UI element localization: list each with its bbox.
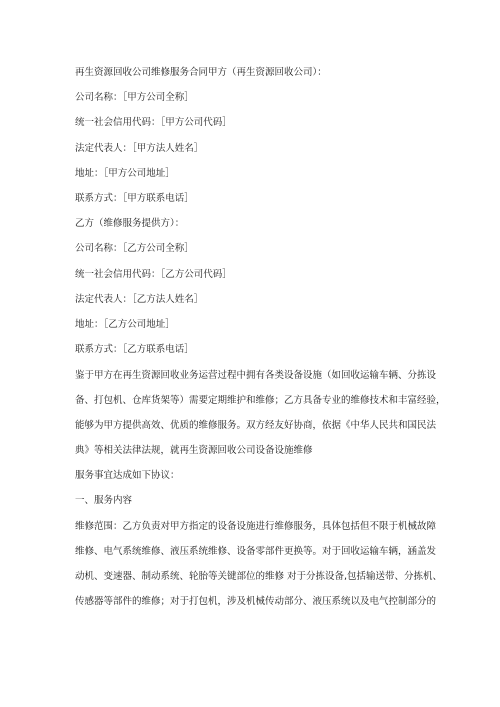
party-a-address: 地址：［甲方公司地址］ (75, 167, 175, 179)
preamble-line: 能够为甲方提供高效、优质的维修服务。双方经友好协商，依据《中华人民共和国民法 (75, 420, 437, 432)
section-1-line: 维修范围：乙方负责对甲方指定的设备设施进行维修服务，具体包括但不限于机械故障 (75, 520, 437, 532)
party-a-company-name: 公司名称：［甲方公司全称］ (75, 92, 194, 104)
section-1-title: 一、服务内容 (75, 495, 133, 507)
section-1-paragraph (75, 514, 443, 615)
document-title: 再生资源回收公司维修服务合同甲方（再生资源回收公司）： (75, 67, 327, 78)
contract-document (75, 66, 446, 620)
agreement-intro: 服务事宜达成如下协议： (75, 470, 180, 482)
party-a-legal-rep: 法定代表人：［甲方法人姓名］ (75, 142, 204, 154)
party-b-credit-code: 统一社会信用代码：［乙方公司代码］ (75, 268, 232, 280)
party-b-contact: 联系方式：［乙方联系电话］ (75, 344, 194, 356)
preamble-line: 备、打包机、仓库货架等）需要定期维护和维修；乙方具备专业的维修技术和丰富经验， (75, 394, 446, 406)
preamble-line: 典》等相关法律法规，就再生资源回收公司设备设施维修 (75, 445, 313, 457)
section-1-line: 传感器等部件的维修；对于打包机，涉及机械传动部分、液压系统以及电气控制部分的 (75, 596, 437, 608)
preamble-paragraph (75, 363, 446, 464)
party-b-legal-rep: 法定代表人：［乙方法人姓名］ (75, 293, 204, 305)
party-a-contact: 联系方式：［甲方联系电话］ (75, 192, 194, 204)
section-1-line: 维修、电气系统维修、液压系统维修、设备零部件更换等。对于回收运输车辆，涵盖发 (75, 546, 437, 558)
party-b-address: 地址：［乙方公司地址］ (75, 318, 175, 330)
party-b-company-name: 公司名称：［乙方公司全称］ (75, 243, 194, 255)
section-1-line: 动机、变速器、制动系统、轮胎等关键部位的维修 对于分拣设备,包括输送带、分拣机、 (75, 571, 443, 583)
preamble-line: 鉴于甲方在再生资源回收业务运营过程中拥有各类设备设施（如回收运输车辆、分拣设 (75, 369, 437, 381)
party-a-credit-code: 统一社会信用代码：［甲方公司代码］ (75, 117, 232, 129)
party-b-header: 乙方（维修服务提供方）： (75, 218, 185, 230)
